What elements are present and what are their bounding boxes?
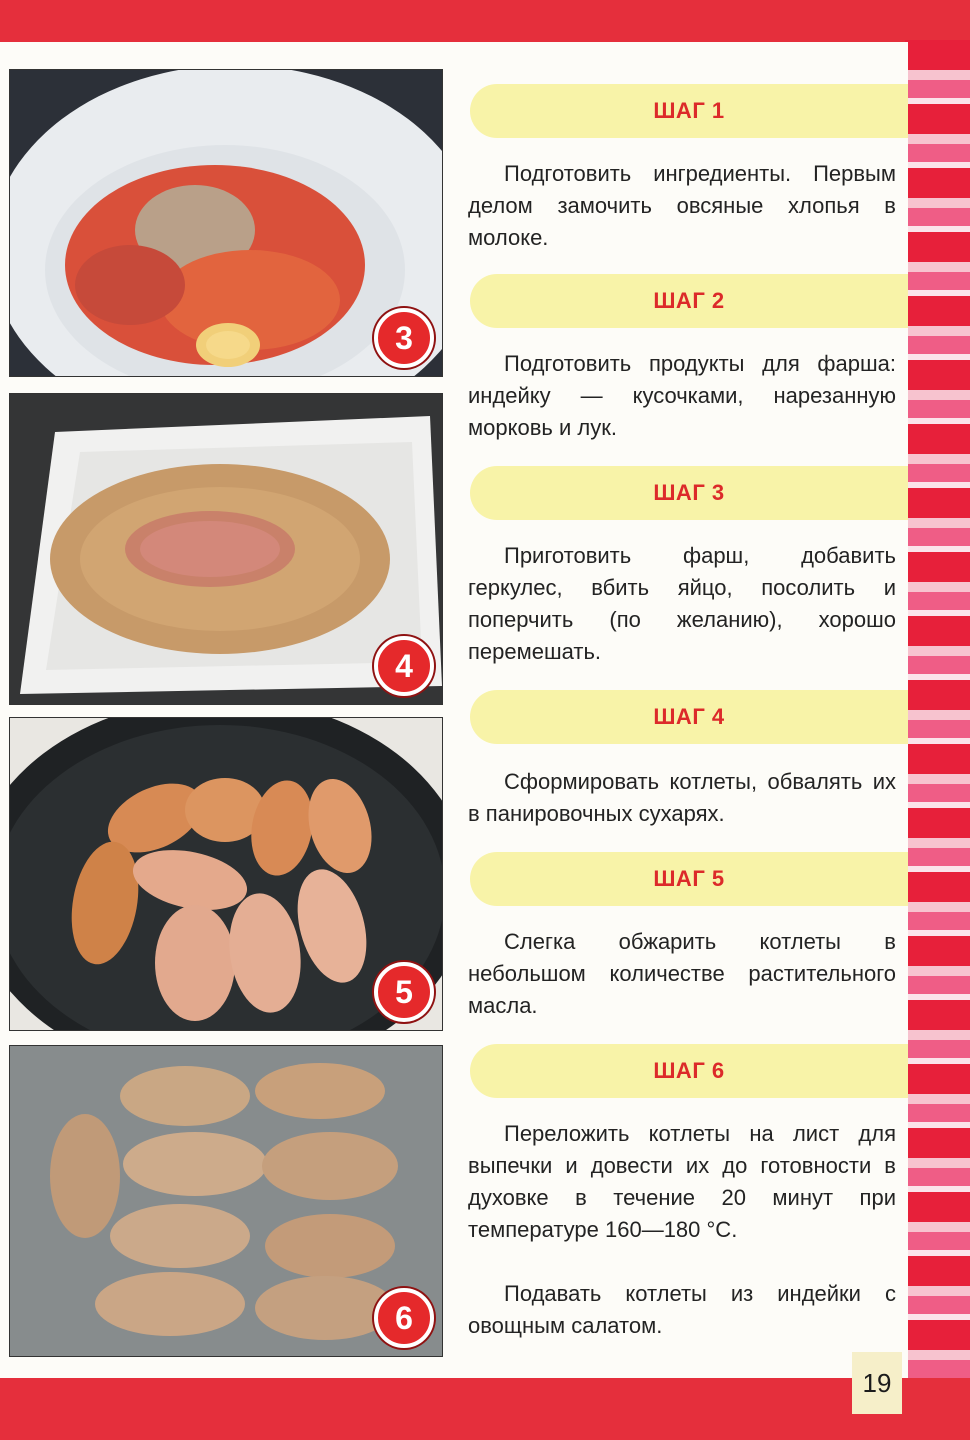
step-4-text: Сформировать котлеты, обвалять их в панировочных сухарях. <box>468 769 896 826</box>
step-1-heading: ШАГ 1 <box>470 84 908 138</box>
step-number-badge: 3 <box>374 308 434 368</box>
photo-step-3 <box>10 70 442 376</box>
step-number-badge: 4 <box>374 636 434 696</box>
step-4-heading: ШАГ 4 <box>470 690 908 744</box>
step-6-text: Переложить котлеты на лист для выпечки и довести их до готовности в духовке в течение 20 минут при температуре 160—180 °С. <box>468 1121 896 1242</box>
step-number-badge: 5 <box>374 962 434 1022</box>
decorative-stripes <box>905 40 970 1400</box>
step-5-text: Слегка обжарить котлеты в небольшом количестве растительного масла. <box>468 929 896 1018</box>
bottom-band <box>0 1378 970 1440</box>
step-2-text: Подготовить продукты для фарша: индейку — кусочками, нарезанную морковь и лук. <box>468 351 896 440</box>
step-5-heading: ШАГ 5 <box>470 852 908 906</box>
top-band <box>0 0 970 44</box>
photo-step-5 <box>10 718 442 1030</box>
photo-step-4 <box>10 394 442 704</box>
photo-step-6 <box>10 1046 442 1356</box>
page-number: 19 <box>852 1352 902 1414</box>
step-3-heading: ШАГ 3 <box>470 466 908 520</box>
step-2-heading: ШАГ 2 <box>470 274 908 328</box>
serving-text: Подавать котлеты из индейки с овощным салатом. <box>468 1281 896 1338</box>
step-number-badge: 6 <box>374 1288 434 1348</box>
step-6-heading: ШАГ 6 <box>470 1044 908 1098</box>
step-1-text: Подготовить ингредиенты. Первым делом замочить овсяные хлопья в молоке. <box>468 161 896 250</box>
step-3-text: Приготовить фарш, добавить геркулес, вбить яйцо, посолить и поперчить (по желанию), хорошо перемешать. <box>468 543 896 664</box>
